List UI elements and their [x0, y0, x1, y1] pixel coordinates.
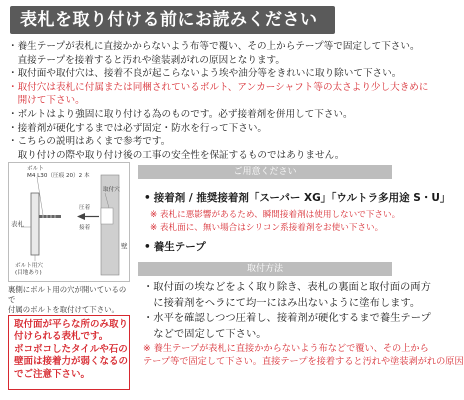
adhesive-item: [144, 190, 450, 205]
note-line: ・ボルトはより強固に取り付ける為のものです。必ず接着剤を併用して下さい。: [8, 108, 353, 120]
method-header: 取付方法: [138, 262, 392, 276]
bolt-hole-sub-label: (目地あり): [15, 270, 42, 276]
warning-line: でご注意下さい。: [14, 368, 91, 380]
note-line-red: 開けて下さい。: [8, 95, 85, 107]
warning-line: 壁面は接着力が弱くなるの: [14, 356, 129, 368]
step-line-red: テープ等で固定して下さい。直接テープを接着すると汚れや塗装剥がれの原因: [143, 356, 464, 368]
adhesive-item-label: 接着剤 / 推奨接着剤「スーパー XG」「ウルトラ多用途 S・U」: [153, 192, 451, 204]
note-line-red: ・取付穴は表札に付属または同梱されているボルト、アンカーシャフト等の太さより少し大きめに: [8, 81, 429, 93]
nameplate-label: 表札: [11, 220, 24, 228]
caption-line: 裏側にボルト用の穴が開いているので: [8, 285, 127, 304]
press-label: 圧着: [79, 205, 91, 211]
warning-line: ボコボコしたタイルや石の: [14, 343, 128, 355]
note-line: ・取付面や取付穴は、接着不良が起こらないよう埃や油分等をきれいに取り除いて下さい。: [8, 68, 402, 80]
page-title-bar: [10, 6, 335, 34]
step-line: などで固定して下さい。: [143, 327, 267, 340]
diagram-caption: [8, 285, 133, 315]
note-line: ・こちらの説明はあくまで参考です。: [8, 136, 171, 148]
adhesive-label: 接着: [79, 225, 91, 231]
step-line-red: ※ 養生テープが表札に直接かからないよう布などで覆い、その上から: [143, 343, 429, 355]
bullet-icon: •: [144, 241, 151, 253]
adhesive-warning: ※ 表札に悪影響があるため、瞬間接着剤は使用しないで下さい。: [150, 210, 401, 220]
bolt-label: ボルト: [27, 166, 44, 172]
step-line: に接着剤をヘラにて均一にはみ出ないように塗布します。: [143, 296, 421, 309]
tape-item-label: 養生テープ: [153, 241, 206, 253]
hole-label: 取付穴: [103, 187, 120, 193]
page-title: 表札を取り付ける前にお読みください: [20, 10, 318, 30]
bolt-hole-label: ボルト用穴: [15, 263, 43, 269]
step-line: ・取付面の埃などをよく取り除き、表札の裏面と取付面の両方: [143, 281, 431, 293]
caption-line: 付属のボルトを取付けて下さい。: [8, 305, 119, 314]
warning-line: 取付面が平らな所のみ取り: [14, 319, 129, 330]
press-arrow: [77, 213, 85, 220]
bolt-shape: [39, 215, 61, 218]
notes-list: [8, 40, 429, 162]
installation-diagram: [8, 162, 130, 282]
nameplate-shape: [31, 193, 39, 255]
note-line: 直接テープを接着すると汚れや塗装剥がれの原因となります。: [8, 54, 285, 66]
required-items-header: ご用意ください: [138, 165, 392, 179]
surface-warning-box: [8, 315, 130, 390]
note-line: ・養生テープが表札に直接かからないよう布等で覆い、その上からテープ等で固定して下さい。: [8, 41, 420, 52]
adhesive-warning: ※ 表札面に、無い場合はシリコン系接着剤をお使い下さい。: [150, 223, 384, 233]
warning-line: 付けられる表札です。: [14, 331, 109, 343]
note-line: 取り付けの際や取り付け後の工事の安全性を保証するものではありません。: [8, 149, 345, 161]
wall-label: 壁: [121, 242, 128, 250]
step-line: ・水平を確認しつつ圧着し、接着剤が硬化するまで養生テープ: [143, 312, 431, 325]
tape-item: [144, 239, 206, 254]
bullet-icon: •: [144, 192, 151, 204]
note-line: ・接着剤が硬化するまでは必ず固定・防水を行って下さい。: [8, 122, 268, 134]
bolt-spec-label: M4 L30（圧痕 20）2 本: [27, 173, 90, 179]
method-steps: [143, 280, 464, 368]
